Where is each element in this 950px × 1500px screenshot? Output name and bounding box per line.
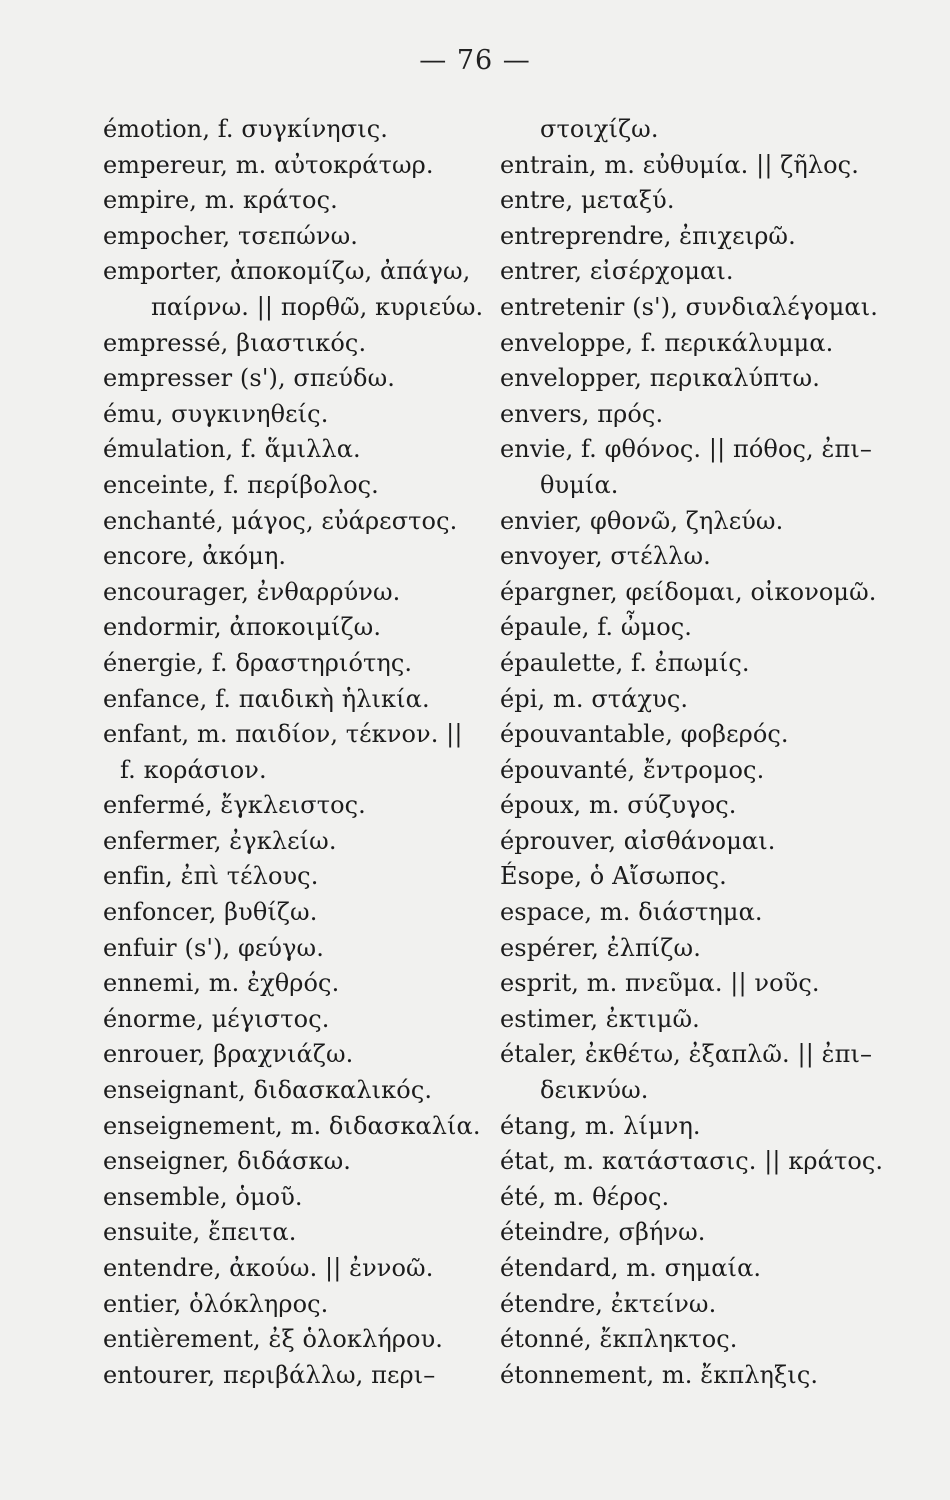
dictionary-entry: énorme, μέγιστος. bbox=[103, 1004, 330, 1033]
dictionary-entry: espérer, ἐλπίζω. bbox=[500, 933, 701, 962]
dictionary-entry: état, m. κατάστασις. || κράτος. bbox=[500, 1147, 884, 1176]
dictionary-entry: entrain, m. εὐθυμία. || ζῆλος. bbox=[500, 150, 859, 179]
dictionary-entry: époux, m. σύζυγος. bbox=[500, 791, 737, 820]
dictionary-entry: envoyer, στέλλω. bbox=[500, 542, 711, 571]
dictionary-entry: δεικνύω. bbox=[540, 1076, 649, 1105]
dictionary-entry: enveloppe, f. περικάλυμμα. bbox=[500, 328, 834, 357]
dictionary-entry: empocher, τσεπώνω. bbox=[103, 221, 358, 250]
dictionary-entry: empereur, m. αὐτοκράτωρ. bbox=[103, 150, 434, 179]
dictionary-entry: énergie, f. δραστηριότης. bbox=[103, 648, 413, 677]
dictionary-entry: f. κοράσιον. bbox=[120, 755, 267, 784]
dictionary-entry: ennemi, m. ἐχθρός. bbox=[103, 969, 340, 998]
dictionary-entry: encourager, ἐνθαρρύνω. bbox=[103, 577, 401, 606]
dictionary-entry: παίρνω. || πορθῶ, κυριεύω. bbox=[151, 292, 484, 321]
dictionary-entry: enfin, ἐπὶ τέλους. bbox=[103, 862, 319, 891]
dictionary-entry: émulation, f. ἅμιλλα. bbox=[103, 435, 361, 464]
page-number: — 76 — bbox=[419, 45, 531, 76]
dictionary-entry: entièrement, ἐξ ὁλοκλήρου. bbox=[103, 1325, 443, 1354]
dictionary-entry: envie, f. φθόνος. || πόθος, ἐπι– bbox=[500, 435, 872, 464]
dictionary-entry: encore, ἀκόμη. bbox=[103, 542, 287, 571]
left-column bbox=[103, 112, 488, 1393]
dictionary-entry: emporter, ἀποκομίζω, ἀπάγω, bbox=[103, 257, 471, 286]
dictionary-entry: envelopper, περικαλύπτω. bbox=[500, 364, 820, 393]
dictionary-entry: enrouer, βραχνιάζω. bbox=[103, 1040, 354, 1069]
right-column bbox=[500, 112, 910, 1393]
dictionary-entry: ensemble, ὁμοῦ. bbox=[103, 1182, 303, 1211]
dictionary-entry: épouvanté, ἔντρομος. bbox=[500, 755, 765, 784]
dictionary-entry: endormir, ἀποκοιμίζω. bbox=[103, 613, 382, 642]
dictionary-entry: empire, m. κράτος. bbox=[103, 186, 338, 215]
dictionary-entry: étang, m. λίμνη. bbox=[500, 1111, 701, 1140]
dictionary-entry: enfant, m. παιδίον, τέκνον. || bbox=[103, 720, 463, 749]
dictionary-entry: enfance, f. παιδικὴ ἡλικία. bbox=[103, 684, 430, 713]
dictionary-entry: esprit, m. πνεῦμα. || νοῦς. bbox=[500, 969, 820, 998]
dictionary-entry: entreprendre, ἐπιχειρῶ. bbox=[500, 221, 796, 250]
dictionary-entry: éprouver, αἰσθάνομαι. bbox=[500, 826, 776, 855]
dictionary-entry: θυμία. bbox=[540, 470, 619, 499]
dictionary-entry: étonnement, m. ἔκπληξις. bbox=[500, 1360, 819, 1389]
dictionary-entry: empresser (s'), σπεύδω. bbox=[103, 364, 395, 393]
dictionary-entry: entrer, εἰσέρχομαι. bbox=[500, 257, 734, 286]
dictionary-entry: ensuite, ἔπειτα. bbox=[103, 1218, 297, 1247]
dictionary-entry: entre, μεταξύ. bbox=[500, 186, 675, 215]
dictionary-entry: entier, ὁλόκληρος. bbox=[103, 1289, 329, 1318]
dictionary-entry: enceinte, f. περίβολος. bbox=[103, 470, 379, 499]
dictionary-entry: enseigner, διδάσκω. bbox=[103, 1147, 351, 1176]
dictionary-entry: étonné, ἔκπληκτος. bbox=[500, 1325, 738, 1354]
dictionary-entry: envier, φθονῶ, ζηλεύω. bbox=[500, 506, 784, 535]
dictionary-entry: éteindre, σβήνω. bbox=[500, 1218, 706, 1247]
dictionary-entry: entourer, περιβάλλω, περι– bbox=[103, 1360, 436, 1389]
dictionary-entry: épargner, φείδομαι, οἰκονομῶ. bbox=[500, 577, 877, 606]
dictionary-entry: στοιχίζω. bbox=[540, 115, 659, 143]
dictionary-entry: estimer, ἐκτιμῶ. bbox=[500, 1004, 700, 1033]
dictionary-entry: étaler, ἐκθέτω, ἐξαπλῶ. || ἐπι– bbox=[500, 1040, 873, 1069]
dictionary-entry: étendard, m. σημαία. bbox=[500, 1254, 762, 1282]
dictionary-entry: épouvantable, φοβερός. bbox=[500, 720, 789, 749]
dictionary-entry: enseignement, m. διδασκαλία. bbox=[103, 1111, 481, 1140]
dictionary-entry: étendre, ἐκτείνω. bbox=[500, 1289, 717, 1318]
dictionary-entry: entretenir (s'), συνδιαλέγομαι. bbox=[500, 292, 878, 321]
dictionary-entry: enfermé, ἔγκλειστος. bbox=[103, 791, 366, 820]
dictionary-entry: émotion, f. συγκίνησις. bbox=[103, 115, 389, 143]
dictionary-entry: espace, m. διάστημα. bbox=[500, 898, 763, 927]
dictionary-entry: enfoncer, βυθίζω. bbox=[103, 898, 318, 927]
dictionary-entry: ému, συγκινηθείς. bbox=[103, 399, 329, 428]
dictionary-entry: enfermer, ἐγκλείω. bbox=[103, 826, 337, 855]
dictionary-entry: Ésope, ὁ Αἴσωπος. bbox=[500, 862, 727, 891]
dictionary-entry: épi, m. στάχυς. bbox=[500, 684, 689, 713]
dictionary-entry: entendre, ἀκούω. || ἐννοῶ. bbox=[103, 1254, 434, 1282]
dictionary-entry: enfuir (s'), φεύγω. bbox=[103, 933, 324, 962]
dictionary-entry: envers, πρός. bbox=[500, 399, 664, 428]
dictionary-entry: empressé, βιαστικός. bbox=[103, 328, 367, 357]
dictionary-entry: épaulette, f. ἐπωμίς. bbox=[500, 648, 750, 677]
dictionary-entry: épaule, f. ὦμος. bbox=[500, 613, 693, 642]
dictionary-entry: enseignant, διδασκαλικός. bbox=[103, 1076, 433, 1105]
dictionary-entry: enchanté, μάγος, εὐάρεστος. bbox=[103, 506, 458, 535]
dictionary-entry: été, m. θέρος. bbox=[500, 1182, 670, 1211]
